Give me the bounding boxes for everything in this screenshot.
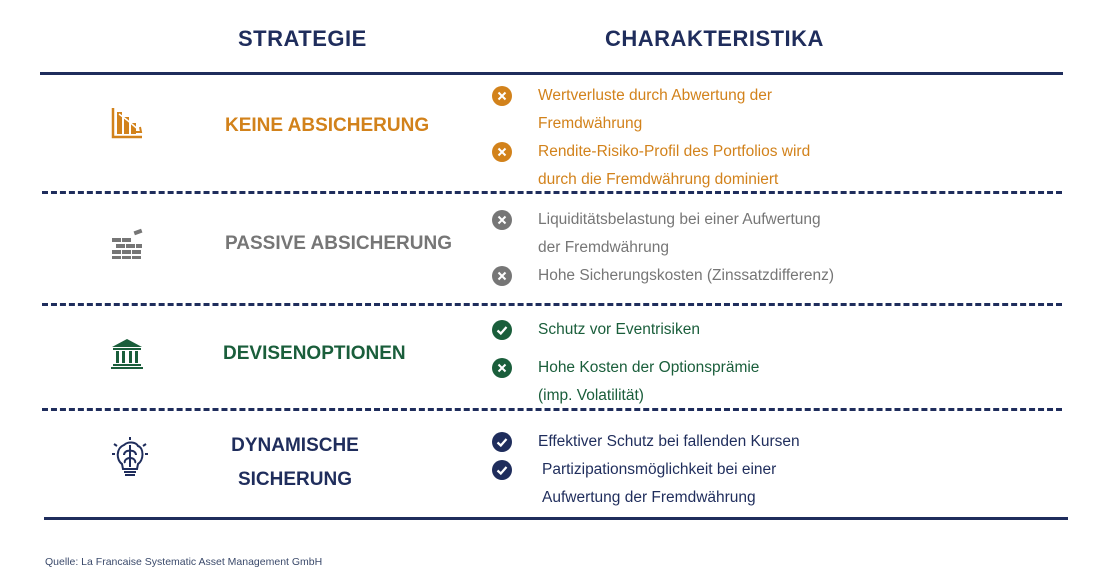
- x-circle-icon: [492, 210, 512, 230]
- item-text: Partizipationsmöglichkeit bei einer: [542, 461, 777, 478]
- bank-building-icon: [110, 336, 144, 370]
- item-text: der Fremdwährung: [538, 239, 669, 256]
- row-items-keine-absicherung: [492, 82, 1052, 194]
- list-item: [492, 456, 1052, 512]
- row-title-passive-absicherung: PASSIVE ABSICHERUNG: [225, 233, 452, 254]
- list-item: [492, 354, 1052, 410]
- check-circle-icon: [492, 460, 512, 480]
- row-title-devisenoptionen: DEVISENOPTIONEN: [223, 343, 406, 364]
- row-divider: [42, 303, 1062, 306]
- item-text: durch die Fremdwährung dominiert: [538, 171, 779, 188]
- item-text: Aufwertung der Fremdwährung: [542, 489, 756, 506]
- list-item: [492, 206, 1052, 262]
- x-circle-icon: [492, 86, 512, 106]
- bottom-divider: [44, 517, 1068, 520]
- item-text: Wertverluste durch Abwertung der: [538, 87, 773, 104]
- item-text: Liquiditätsbelastung bei einer Aufwertung: [538, 211, 821, 228]
- row-divider: [42, 408, 1062, 411]
- row-divider: [42, 191, 1062, 194]
- x-circle-icon: [492, 266, 512, 286]
- list-item: [492, 262, 1052, 290]
- item-text: Rendite-Risiko-Profil des Portfolios wird: [538, 143, 811, 160]
- row-items-dynamische-sicherung: [492, 428, 1052, 512]
- list-item: [492, 82, 1052, 138]
- item-text: Effektiver Schutz bei fallenden Kursen: [538, 433, 800, 450]
- x-circle-icon: [492, 358, 512, 378]
- check-circle-icon: [492, 320, 512, 340]
- item-text: Schutz vor Eventrisiken: [538, 321, 700, 338]
- characteristics-header: CHARAKTERISTIKA: [605, 26, 824, 51]
- item-text: Fremdwährung: [538, 115, 643, 132]
- brain-lightbulb-icon: [110, 436, 150, 478]
- item-text: Hohe Sicherungskosten (Zinssatzdifferenz): [538, 267, 835, 284]
- top-divider: [40, 72, 1063, 75]
- x-circle-icon: [492, 142, 512, 162]
- brick-wall-icon: [110, 226, 144, 260]
- list-item: [492, 428, 1052, 456]
- item-text: (imp. Volatilität): [538, 387, 644, 404]
- row-title-dynamische-sicherung: [225, 430, 365, 496]
- row-items-passive-absicherung: [492, 206, 1052, 290]
- list-item: [492, 138, 1052, 194]
- title-line: DYNAMISCHE: [231, 435, 359, 456]
- declining-bar-chart-icon: [110, 106, 144, 140]
- item-text: Hohe Kosten der Optionsprämie: [538, 359, 760, 376]
- row-title-keine-absicherung: KEINE ABSICHERUNG: [225, 115, 430, 136]
- list-item: [492, 316, 1052, 344]
- strategy-header: STRATEGIE: [238, 26, 367, 51]
- row-items-devisenoptionen: [492, 316, 1052, 410]
- check-circle-icon: [492, 432, 512, 452]
- title-line: SICHERUNG: [237, 469, 352, 490]
- source-footnote: Quelle: La Francaise Systematic Asset Management GmbH: [45, 556, 323, 568]
